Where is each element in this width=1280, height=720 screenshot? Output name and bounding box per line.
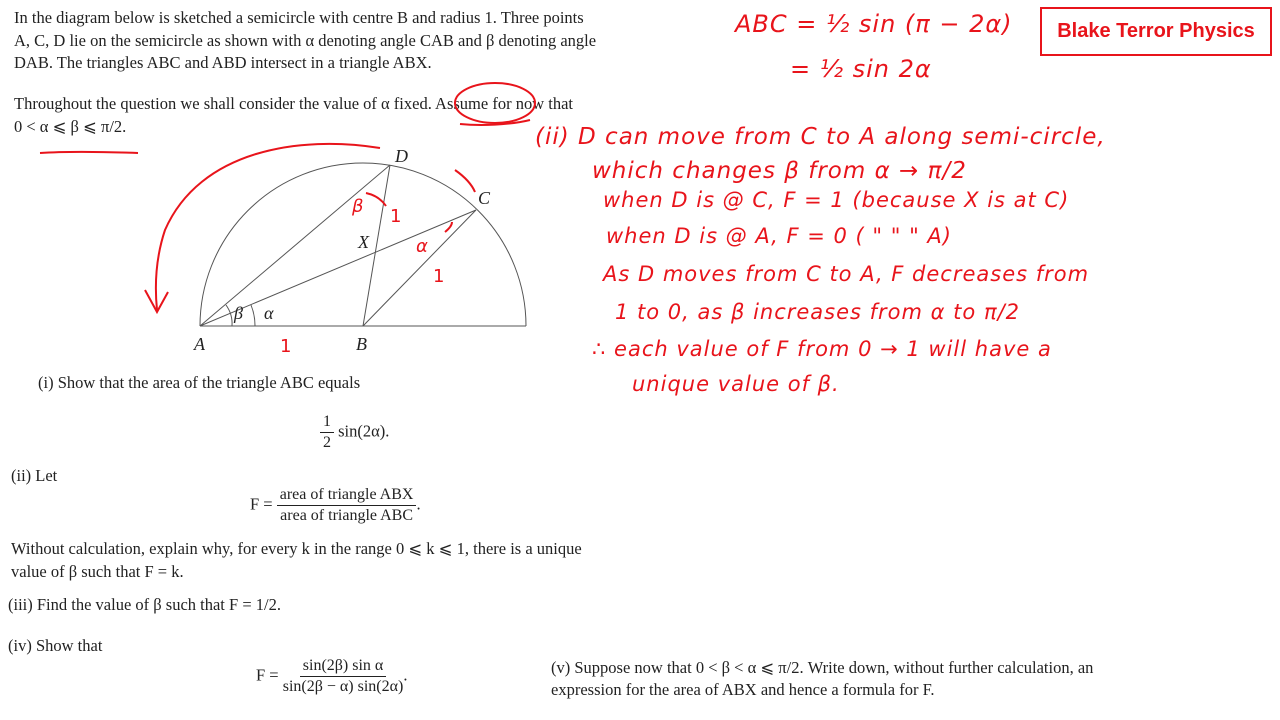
part-iv: (iv) Show that — [8, 636, 103, 655]
hw-answer-6: 1 to 0, as β increases from α to π/2 — [615, 300, 1021, 324]
underline-condition — [40, 152, 138, 153]
part-ii-text-1: Without calculation, explain why, for every k in the range 0 ⩽ k ⩽ 1, there is a unique — [11, 539, 582, 558]
part-iii: (iii) Find the value of β such that F = 1/2. — [8, 595, 281, 614]
formula-tail: . — [403, 665, 408, 685]
circle-alpha-fixed — [455, 83, 535, 123]
hw-radius-1: 1 — [280, 336, 292, 357]
formula-lhs: F = — [250, 494, 273, 514]
formula-tail: sin(2α). — [338, 421, 390, 441]
label-X: X — [358, 232, 369, 252]
hw-answer-7: ∴ each value of F from 0 → 1 will have a — [592, 337, 1052, 361]
hw-answer-5: As D moves from C to A, F decreases from — [603, 262, 1090, 286]
frac-num: 1 — [320, 412, 334, 433]
frac-den: area of triangle ABC — [280, 507, 414, 524]
label-beta: β — [234, 303, 243, 323]
assume-line-2: 0 < α ⩽ β ⩽ π/2. — [14, 117, 127, 136]
formula-tail: . — [416, 494, 421, 514]
hw-area-line-2: = ½ sin 2α — [790, 55, 932, 83]
hw-alpha: α — [416, 236, 428, 257]
label-D: D — [395, 146, 408, 166]
hw-answer-4: when D is @ A, F = 0 ( " " " A) — [606, 224, 952, 248]
hw-radius-2: 1 — [390, 206, 402, 227]
hw-beta: β — [352, 196, 364, 217]
rotation-arrow — [156, 144, 380, 310]
intro-line-3: DAB. The triangles ABC and ABD intersect in a triangle ABX. — [14, 53, 432, 72]
beta-arc — [226, 305, 232, 326]
assume-line-1: Throughout the question we shall consider the value of α fixed. Assume for now that — [14, 94, 573, 113]
part-v-line-1: (v) Suppose now that 0 < β < α ⩽ π/2. Write down, without further calculation, an — [551, 658, 1094, 677]
frac-den: sin(2β − α) sin(2α) — [282, 678, 404, 695]
frac-den: 2 — [323, 434, 331, 451]
label-alpha: α — [264, 303, 274, 323]
intro-line-2: A, C, D lie on the semicircle as shown with α denoting angle CAB and β denoting angle — [14, 31, 597, 50]
part-i-formula — [320, 412, 389, 453]
hw-area-line-1: ABC = ½ sin (π − 2α) — [735, 10, 1013, 38]
part-ii-text-2: value of β such that F = k. — [11, 562, 184, 581]
label-A: A — [194, 334, 205, 354]
alpha-mark — [445, 222, 452, 232]
part-ii: (ii) Let — [11, 466, 58, 485]
frac-num: area of triangle ABX — [277, 485, 417, 506]
hw-answer-1: (ii) D can move from C to A along semi-circle, — [535, 124, 1106, 150]
label-C: C — [478, 188, 491, 208]
label-B: B — [356, 334, 367, 354]
formula-lhs: F = — [256, 665, 279, 685]
alpha-arc — [251, 305, 255, 326]
brand-logo: Blake Terror Physics — [1040, 7, 1272, 56]
hw-answer-3: when D is @ C, F = 1 (because X is at C) — [603, 188, 1070, 212]
part-iv-formula — [256, 656, 407, 697]
hw-radius-3: 1 — [433, 266, 445, 287]
hw-answer-2: which changes β from α → π/2 — [592, 158, 967, 184]
hw-answer-8: unique value of β. — [632, 372, 840, 396]
part-v-line-2: expression for the area of ABX and hence a formula for F. — [551, 680, 935, 699]
intro-line-1: In the diagram below is sketched a semicircle with centre B and radius 1. Three points — [14, 8, 584, 27]
frac-num: sin(2β) sin α — [300, 656, 387, 677]
part-i: (i) Show that the area of the triangle ABC equals — [38, 373, 361, 392]
arc-mark — [455, 170, 475, 192]
part-ii-formula — [250, 485, 421, 526]
